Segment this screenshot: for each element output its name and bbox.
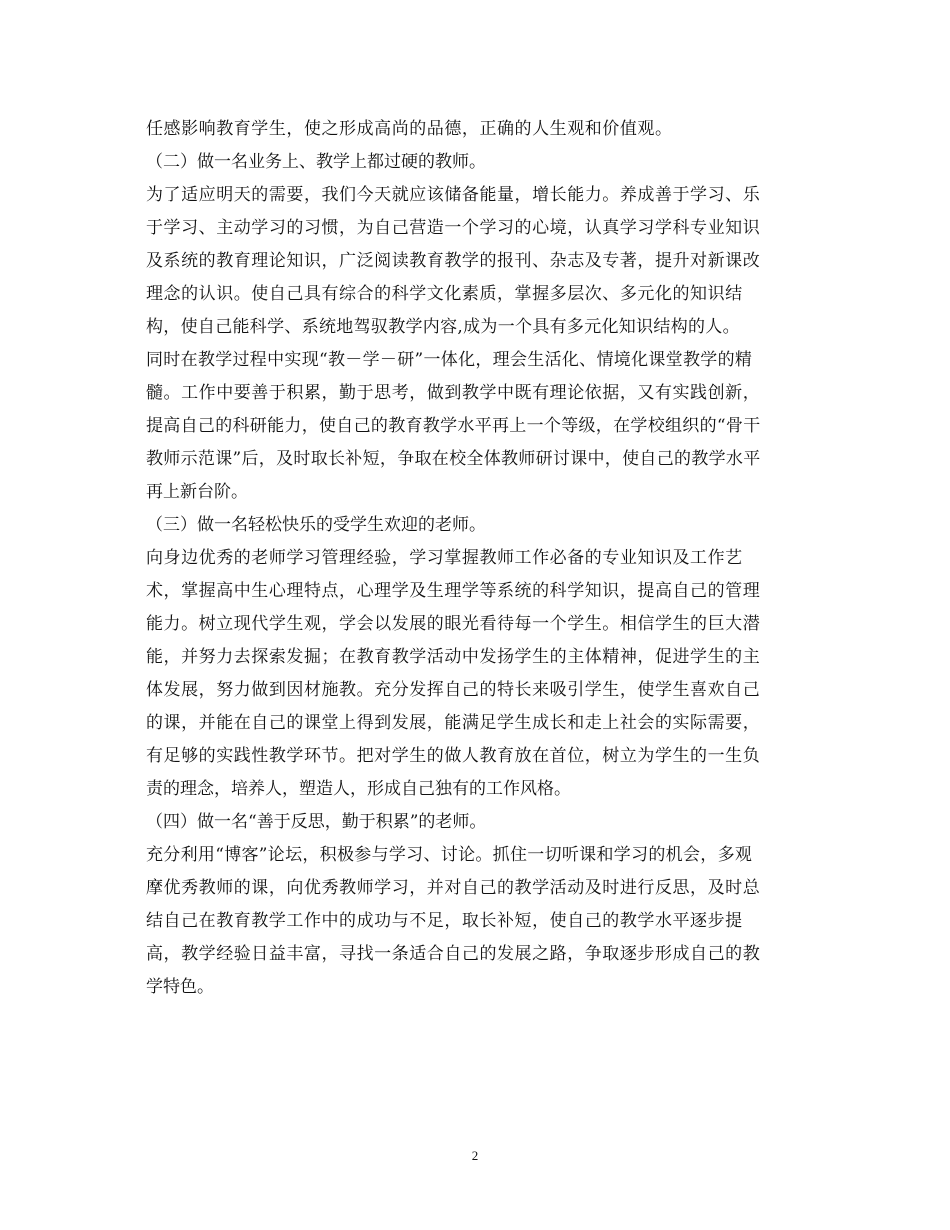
text-line: 能力。树立现代学生观，学会以发展的眼光看待每一个学生。相信学生的巨大潜: [146, 614, 761, 634]
text-line: 向身边优秀的老师学习管理经验，学习掌握教师工作必备的专业知识及工作艺: [146, 548, 743, 568]
text-line: 再上新台阶。: [146, 482, 248, 502]
text-line: 有足够的实践性教学环节。把对学生的做人教育放在首位，树立为学生的一生负: [146, 746, 761, 766]
text-line: 教师示范课”后，及时取长补短，争取在校全体教师研讨课中，使自己的教学水平: [146, 449, 761, 469]
text-line: 能，并努力去探索发掘；在教育教学活动中发扬学生的主体精神，促进学生的主: [146, 647, 761, 667]
section-heading: （二）做一名业务上、教学上都过硬的教师。: [146, 152, 486, 172]
text-line: 提高自己的科研能力，使自己的教育教学水平再上一个等级，在学校组织的“骨干: [146, 416, 761, 436]
document-body: [146, 113, 806, 1004]
text-line: 责的理念，培养人，塑造人，形成自己独有的工作风格。: [146, 779, 571, 799]
text-line: 充分利用“博客”论坛，积极参与学习、讨论。抓住一切听课和学习的机会，多观: [146, 845, 753, 865]
text-line: 摩优秀教师的课，向优秀教师学习，并对自己的教学活动及时进行反思，及时总: [146, 878, 761, 898]
text-line: 任感影响教育学生，使之形成高尚的品德，正确的人生观和价值观。: [146, 119, 673, 139]
text-line: 理念的认识。使自己具有综合的科学文化素质，掌握多层次、多元化的知识结: [146, 284, 743, 304]
text-line: 于学习、主动学习的习惯，为自己营造一个学习的心境，认真学习学科专业知识: [146, 218, 761, 238]
page-number: 2: [471, 1148, 479, 1163]
text-line: 的课，并能在自己的课堂上得到发展，能满足学生成长和走上社会的实际需要，: [146, 713, 761, 733]
text-line: 同时在教学过程中实现“教－学－研”一体化，理会生活化、情境化课堂教学的精: [146, 350, 753, 370]
text-line: 高，教学经验日益丰富，寻找一条适合自己的发展之路，争取逐步形成自己的教: [146, 944, 761, 964]
text-line: 髓。工作中要善于积累，勤于思考，做到教学中既有理论依据，又有实践创新，: [146, 383, 761, 403]
section-heading: （四）做一名“善于反思，勤于积累”的老师。: [146, 812, 487, 832]
text-line: 构，使自己能科学、系统地驾驭教学内容,成为一个具有多元化知识结构的人。: [146, 317, 740, 337]
text-line: 体发展，努力做到因材施教。充分发挥自己的特长来吸引学生，使学生喜欢自己: [146, 680, 761, 700]
text-line: 结自己在教育教学工作中的成功与不足，取长补短，使自己的教学水平逐步提: [146, 911, 743, 931]
text-line: 及系统的教育理论知识，广泛阅读教育教学的报刊、杂志及专著，提升对新课改: [146, 251, 761, 271]
text-line: 术，掌握高中生心理特点，心理学及生理学等系统的科学知识，提高自己的管理: [146, 581, 761, 601]
section-heading: （三）做一名轻松快乐的受学生欢迎的老师。: [146, 515, 486, 535]
text-line: 为了适应明天的需要，我们今天就应该储备能量，增长能力。养成善于学习、乐: [146, 185, 761, 205]
text-line: 学特色。: [146, 977, 214, 997]
